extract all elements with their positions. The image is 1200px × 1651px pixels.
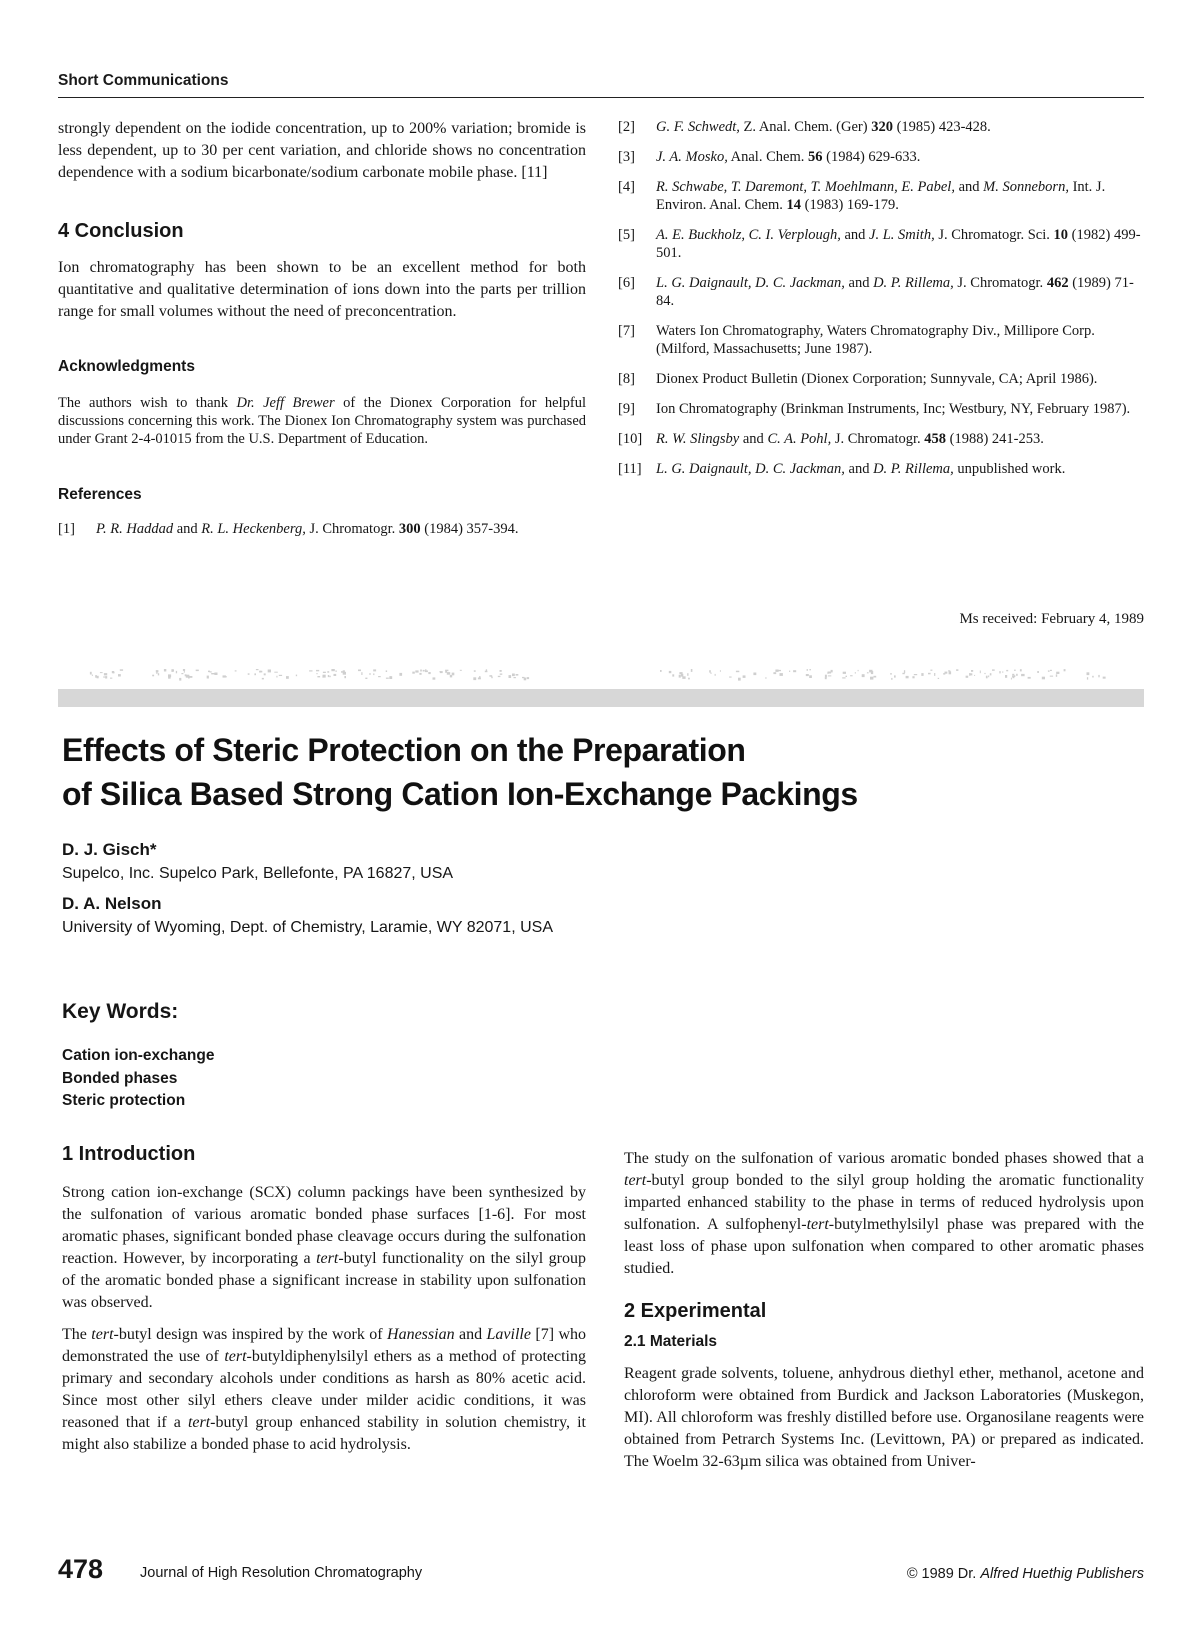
speckle [862, 674, 865, 677]
speckle [104, 676, 105, 678]
speckle [179, 678, 181, 681]
speckle [825, 675, 827, 678]
reference-item [618, 460, 1144, 478]
speckle [524, 678, 527, 681]
reference-authors: A. E. Buckholz, C. I. Verplough, [656, 227, 841, 243]
speckle [479, 676, 480, 679]
reference-and: and [739, 431, 768, 447]
speckle [1011, 678, 1012, 680]
reference-num: [1] [58, 521, 75, 537]
speckle [894, 675, 896, 677]
materials-heading: 2.1 Materials [624, 1333, 718, 1350]
speckle [1005, 675, 1007, 678]
speckle [248, 673, 250, 675]
speckle [386, 678, 389, 679]
speckle [412, 672, 415, 674]
speckle [512, 674, 515, 677]
speckle [828, 672, 832, 674]
speckle [343, 670, 345, 672]
reference-num: [2] [618, 119, 635, 135]
reference-authors2: J. L. Smith, [869, 227, 935, 243]
speckle [736, 671, 739, 673]
speckle [327, 671, 329, 673]
reference-authors: L. G. Daignault, D. C. Jackman, [656, 275, 845, 291]
speckle [986, 676, 988, 679]
speckle [1092, 676, 1094, 678]
speckle [514, 677, 516, 678]
speckle [1028, 677, 1031, 679]
speckle [104, 673, 107, 675]
reference-tail: (1984) 357-394. [420, 521, 519, 537]
speckle [279, 675, 282, 676]
reference-authors: R. W. Slingsby [656, 431, 740, 447]
speckle [296, 675, 297, 677]
keywords-list [62, 1045, 214, 1113]
speckle [268, 670, 271, 673]
speckle [871, 671, 873, 674]
speckle [474, 670, 476, 672]
speckle [1014, 670, 1016, 671]
speckle [971, 670, 973, 672]
speckle [809, 675, 812, 678]
affiliation-2: University of Wyoming, Dept. of Chemistry, Laramie, WY 82071, USA [62, 919, 553, 936]
speckle [928, 673, 931, 675]
speckle [682, 676, 685, 679]
speckle [789, 671, 790, 672]
speckle [373, 669, 376, 671]
keyword: Cation ion-exchange [62, 1047, 215, 1064]
reference-journal: J. Chromatogr. Sci. [934, 227, 1054, 243]
acknowledgments-heading: Acknowledgments [58, 358, 195, 375]
speckle [207, 676, 209, 679]
speckle [867, 672, 869, 673]
speckle [969, 673, 972, 675]
introduction-heading: 1 Introduction [62, 1143, 196, 1165]
speckle [990, 673, 992, 675]
speckle [473, 677, 476, 680]
speckle [681, 674, 683, 677]
page-number: 478 [58, 1554, 104, 1584]
speckle [1064, 669, 1066, 671]
speckle [679, 675, 681, 678]
ms-received: Ms received: February 4, 1989 [959, 611, 1144, 627]
speckle [691, 669, 693, 672]
speckle [1020, 669, 1022, 671]
speckle [1021, 674, 1025, 676]
reference-tail: (1985) 423-428. [892, 119, 991, 135]
speckle [329, 676, 330, 678]
speckle [988, 676, 989, 678]
speckle [904, 670, 905, 673]
speckle [316, 673, 317, 674]
reference-authors: J. A. Mosko, [656, 149, 728, 165]
reference-and: and [844, 461, 874, 477]
speckle [906, 676, 909, 678]
speckle [97, 676, 99, 679]
speckle [753, 673, 756, 676]
references-list-left [58, 520, 586, 538]
speckle [95, 675, 97, 678]
speckle [365, 678, 367, 679]
speckle [778, 670, 781, 671]
reference-num: [8] [618, 371, 635, 387]
speckle [378, 676, 381, 677]
reference-num: [11] [618, 461, 642, 477]
speckle [709, 670, 711, 672]
speckle [489, 675, 492, 677]
speckle [323, 672, 326, 673]
speckle [399, 673, 402, 676]
reference-num: [5] [618, 227, 635, 243]
reference-journal: J. Chromatogr. [831, 431, 925, 447]
speckle [419, 673, 421, 675]
article-title-line-2: of Silica Based Strong Cation Ion-Exchange Packings [62, 776, 858, 812]
acknowledgments-paragraph: The authors wish to thank Dr. Jeff Brewer of the Dionex Corporation for helpful discussions concerning this work. The Dionex Ion Chromatography system was purchased under Grant 2-4-01015 from the U.S. Department of Education. [58, 395, 586, 447]
conclusion-paragraph: Ion chromatography has been shown to be an excellent method for both quantitative and qualitative determination of ions down into the parts per trillion range for small volumes without the need of preconcentration. [58, 259, 586, 320]
speckle [256, 669, 259, 670]
copyright: © 1989 Dr. Alfred Huethig Publishers [906, 1566, 1144, 1582]
speckle [828, 675, 831, 676]
speckle [176, 671, 177, 673]
reference-tail: (1988) 241-253. [946, 431, 1044, 447]
speckle [949, 671, 952, 674]
keywords-heading: Key Words: [62, 1000, 179, 1023]
speckle [369, 673, 371, 674]
separator-band [58, 689, 1144, 707]
speckle [850, 675, 853, 676]
speckle [105, 676, 107, 678]
reference-tail: (1983) 169-179. [801, 197, 899, 213]
speckle [425, 669, 426, 672]
materials-paragraph: Reagent grade solvents, toluene, anhydrous diethyl ether, methanol, acetone and chloroform were obtained from Burdick and Jackson Laboratories (Muskegon, MI). All chloroform was freshly distilled before use. Organosilane reagents were obtained from Petrarch Systems Inc. (Levittown, PA) or prepared as indicated. The Woelm 32-63µm silica was obtained from Univer- [624, 1365, 1144, 1470]
speckle [846, 676, 848, 677]
speckle [527, 677, 529, 679]
experimental-heading: 2 Experimental [624, 1300, 767, 1322]
speckle [793, 670, 796, 672]
speckle [386, 670, 387, 672]
speckle [825, 677, 827, 679]
reference-journal: Int. J. Environ. Anal. Chem. [656, 179, 1106, 213]
speckle [189, 676, 192, 678]
speckle [331, 669, 334, 671]
speckle [415, 670, 418, 672]
speckle [660, 670, 662, 672]
speckle [445, 671, 447, 673]
speckle [773, 672, 776, 674]
reference-vol: 320 [871, 119, 893, 135]
reference-tail: (1984) 629-633. [822, 149, 921, 165]
speckle [460, 670, 462, 671]
speckle [775, 670, 778, 672]
speckle [902, 673, 904, 674]
speckle [181, 673, 183, 674]
keyword: Bonded phases [62, 1069, 178, 1087]
reference-authors: P. R. Haddad [96, 521, 174, 537]
reference-item [618, 226, 1144, 262]
speckle [1050, 670, 1052, 671]
speckle [235, 670, 237, 671]
reference-item [618, 400, 1144, 418]
speckle [439, 671, 441, 672]
reference-journal: Anal. Chem. [727, 149, 808, 165]
speckle [100, 672, 103, 673]
speckle [765, 677, 766, 678]
speckle [156, 670, 159, 672]
speckle [420, 670, 422, 672]
speckle [500, 670, 502, 672]
reference-journal: Ion Chromatography (Brinkman Instruments, Inc; Westbury, NY, February 1987). [656, 401, 1131, 417]
speckle [317, 676, 320, 677]
speckle [156, 673, 158, 674]
speckle [938, 678, 939, 679]
speckle [286, 676, 289, 679]
speckle [710, 673, 711, 674]
reference-authors2: D. P. Rillema, [873, 275, 954, 291]
speckle [780, 673, 783, 676]
speckle [1056, 674, 1057, 676]
article-title [62, 728, 1062, 816]
speckle [264, 673, 266, 675]
speckle [669, 671, 672, 673]
reference-authors: L. G. Daignault, D. C. Jackman, [656, 461, 845, 477]
speckle [498, 676, 501, 677]
speckle [259, 671, 261, 673]
speckle [855, 672, 856, 674]
reference-item [618, 370, 1144, 388]
speckle [688, 678, 690, 680]
speckle [211, 673, 214, 674]
reference-authors2: C. A. Pohl, [767, 431, 832, 447]
intro-paragraph-1: Strong cation ion-exchange (SCX) column packings have been synthesized by the sulfonation of various aromatic bonded phase surfaces [1-6]. For most aromatic phases, significant bonded phase cleavage occurs during the sulfonation reaction. However, by incorporating a tert-butyl functionality on the silyl group of the aromatic bonded phase a significant increase in stability upon sulfonation was observed. [62, 1184, 586, 1311]
reference-item [618, 430, 1144, 448]
speckle [858, 670, 859, 671]
speckle [184, 670, 185, 673]
reference-and: and [844, 275, 874, 291]
speckle [729, 677, 732, 678]
speckle [254, 673, 256, 675]
speckle [335, 671, 336, 672]
reference-authors: R. Schwabe, T. Daremont, T. Moehlmann, E. Pabel, [656, 179, 955, 195]
speckle [956, 669, 958, 671]
speckle [843, 672, 846, 674]
speckle [214, 673, 217, 676]
speckle [196, 670, 199, 672]
intro-column [62, 1143, 586, 1456]
speckle [672, 674, 674, 676]
conclusion-heading: 4 Conclusion [58, 220, 184, 242]
speckle [980, 671, 981, 674]
speckle [516, 674, 519, 676]
speckle [262, 678, 264, 680]
speckle [509, 675, 512, 678]
reference-vol: 14 [786, 197, 801, 213]
speckle [328, 675, 329, 677]
carryover-paragraph: strongly dependent on the iodide concentration, up to 200% variation; bromide is less dependent, up to 30 per cent variation, and chloride shows no concentration dependence with a sodium bicarbonate/sodium carbonate mobile phase. [11] [58, 120, 586, 181]
speckle [118, 674, 121, 676]
speckle [452, 673, 455, 676]
speckle [720, 670, 721, 671]
reference-num: [3] [618, 149, 635, 165]
speckle [806, 674, 809, 676]
speckle [914, 674, 917, 675]
speckle [90, 672, 92, 675]
speckle [164, 669, 166, 672]
speckle [120, 669, 123, 671]
speckle [687, 673, 688, 676]
speckle [344, 676, 346, 678]
references-heading: References [58, 486, 142, 503]
speckle [309, 670, 312, 671]
speckle [1087, 672, 1090, 675]
speckle [974, 675, 975, 676]
speckle [361, 672, 362, 675]
reference-num: [7] [618, 323, 635, 339]
speckle [842, 677, 845, 678]
reference-tail: (1982) 499-501. [656, 227, 1141, 261]
speckle [491, 677, 492, 679]
speckle [1042, 677, 1045, 680]
speckle [373, 673, 374, 675]
speckle [1002, 671, 1003, 672]
speckle [809, 669, 811, 670]
speckle [945, 672, 948, 674]
speckle [807, 669, 808, 671]
reference-authors2: R. L. Heckenberg, [201, 521, 306, 537]
affiliation-1: Supelco, Inc. Supelco Park, Bellefonte, PA 16827, USA [62, 865, 454, 882]
journal-name: Journal of High Resolution Chromatography [140, 1565, 423, 1581]
speckle [930, 670, 932, 671]
reference-authors: G. F. Schwedt, [656, 119, 740, 135]
reference-num: [10] [618, 431, 643, 447]
reference-item [618, 322, 1144, 358]
speckle [1056, 672, 1059, 674]
speckle [500, 674, 503, 675]
speckle [1016, 674, 1018, 676]
speckle [428, 672, 430, 674]
speckle [112, 671, 114, 673]
speckle [274, 672, 278, 673]
speckle [738, 678, 741, 681]
reference-authors2: D. P. Rillema, [873, 461, 954, 477]
reference-vol: 300 [398, 521, 421, 537]
speckle [1087, 677, 1088, 679]
speckle [890, 673, 892, 675]
speckle [966, 676, 969, 678]
reference-item [618, 148, 1144, 166]
reference-journal: J. Chromatogr. [305, 521, 399, 537]
reference-journal: J. Chromatogr. [953, 275, 1047, 291]
speckle [334, 674, 337, 676]
speckle [276, 676, 277, 678]
speckle [486, 669, 487, 672]
speckle [323, 675, 326, 678]
reference-journal: unpublished work. [953, 461, 1066, 477]
reference-journal: Z. Anal. Chem. (Ger) [739, 119, 872, 135]
reference-item [618, 178, 1144, 214]
author-2: D. A. Nelson [62, 894, 162, 913]
reference-num: [4] [618, 179, 635, 195]
speckle [389, 676, 392, 679]
speckle [358, 670, 361, 672]
speckle [208, 671, 210, 673]
reference-vol: 10 [1053, 227, 1069, 243]
speckle [1050, 676, 1053, 677]
speckle [1098, 675, 1099, 677]
speckle [92, 675, 93, 676]
keyword: Steric protection [62, 1092, 186, 1109]
author-1: D. J. Gisch* [62, 840, 157, 859]
speckle [110, 678, 112, 679]
reference-and: and [173, 521, 202, 537]
top-left-column [58, 118, 586, 550]
reference-item [58, 520, 586, 538]
reference-journal: Waters Ion Chromatography, Waters Chromatography Div., Millipore Corp. (Milford, Massachusetts; June 1987). [656, 323, 1095, 357]
article-title-line-1: Effects of Steric Protection on the Preparation [62, 732, 746, 768]
intro-paragraph-3: The study on the sulfonation of various aromatic bonded phases showed that a tert-butyl group bonded to the silyl group holding the aromatic functionality imparted enhanced stability to the phase in terms of reduced hydrolysis upon sulfonation. A sulfophenyl-tert-butylmethylsilyl phase was prepared with the least loss of phase upon sulfonation when compared to other aromatic phases studied. [624, 1150, 1145, 1277]
speckle [1006, 670, 1008, 671]
speckle [891, 678, 892, 680]
speckle [921, 673, 923, 676]
reference-journal: Dionex Product Bulletin (Dionex Corporation; Sunnyvale, CA; April 1986). [656, 371, 1098, 387]
speckle [874, 676, 877, 678]
speckle [743, 675, 746, 678]
experimental-column [624, 1148, 1144, 1473]
speckle [433, 677, 436, 679]
speckle [1048, 670, 1050, 671]
speckle [173, 670, 175, 672]
speckle [158, 673, 159, 675]
speckle [912, 676, 914, 678]
speckle [999, 671, 1000, 673]
speckle [715, 674, 716, 676]
reference-num: [6] [618, 275, 635, 291]
speckle [447, 672, 450, 675]
reference-tail: (1989) 71-84. [656, 275, 1134, 309]
reference-vol: 462 [1046, 275, 1069, 291]
speckle [1037, 671, 1039, 673]
scan-artifact [58, 666, 1144, 682]
speckle [168, 674, 171, 677]
speckle [152, 675, 154, 677]
reference-item [618, 118, 1144, 136]
speckle [992, 669, 995, 670]
speckle [934, 673, 935, 676]
reference-and: and [954, 179, 984, 195]
reference-and: and [840, 227, 870, 243]
reference-vol: 458 [924, 431, 947, 447]
references-list-right [618, 118, 1144, 490]
speckle [948, 670, 950, 671]
speckle [984, 673, 985, 674]
header-rule [58, 97, 1144, 98]
reference-item [618, 274, 1144, 310]
reference-authors2: M. Sonneborn, [983, 179, 1069, 195]
speckle [423, 670, 425, 672]
speckle [224, 676, 227, 677]
speckle [316, 670, 319, 671]
speckle [1012, 674, 1014, 675]
speckle [870, 677, 873, 680]
running-header: Short Communications [58, 72, 229, 89]
intro-paragraph-2: The tert-butyl design was inspired by the work of Hanessian and Laville [7] who demonstrated the use of tert-butyldiphenylsilyl ethers as a method of protecting primary and secondary alcohols under conditions as harsh as 80% acetic acid. Since most other silyl ethers cleave under milder acidic conditions, it was reasoned that if a tert-butyl group enhanced stability in solution chemistry, it might also stabilize a bonded phase to acid hydrolysis. [62, 1326, 586, 1453]
reference-vol: 56 [807, 149, 823, 165]
speckle [1103, 677, 1106, 679]
speckle [1012, 676, 1014, 679]
reference-num: [9] [618, 401, 635, 417]
